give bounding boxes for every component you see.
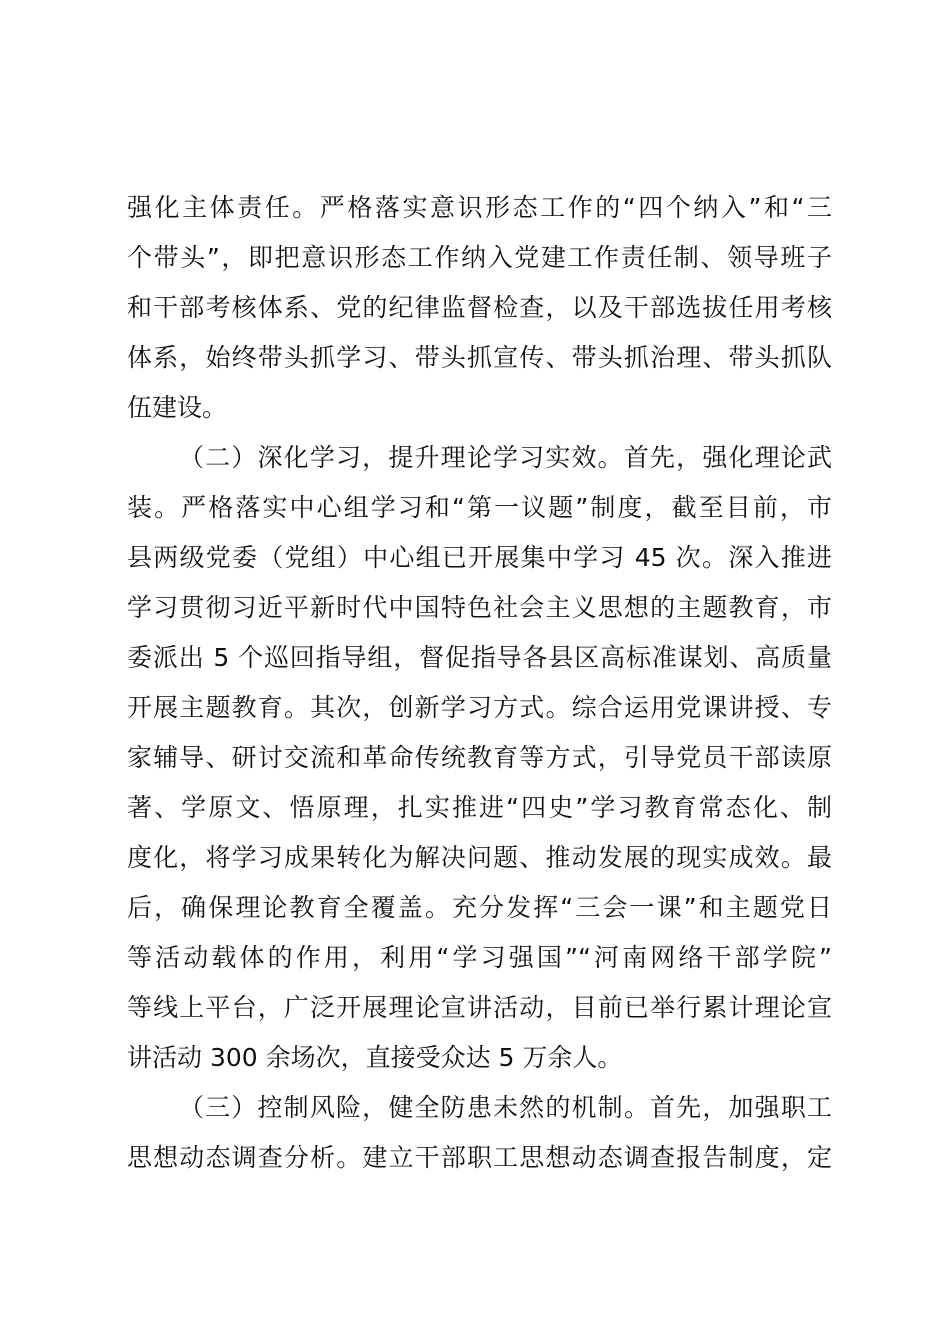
text-line: 体系，始终带头抓学习、带头抓宣传、带头抓治理、带头抓队 [127, 343, 832, 372]
text-line: 思想动态调查分析。建立干部职工思想动态调查报告制度，定 [127, 1143, 832, 1172]
text-line: 县两级党委（党组）中心组已开展集中学习 45 次。深入推进 [127, 543, 832, 572]
text-line: 等线上平台，广泛开展理论宣讲活动，目前已举行累计理论宣 [127, 993, 832, 1022]
text-line: 开展主题教育。其次，创新学习方式。综合运用党课讲授、专 [127, 693, 832, 722]
text-line: 著、学原文、悟原理，扎实推进“四史”学习教育常态化、制 [127, 793, 832, 822]
paragraph-heading-line: （二）深化学习，提升理论学习实效。首先，强化理论武 [179, 443, 832, 472]
text-line: 度化，将学习成果转化为解决问题、推动发展的现实成效。最 [127, 843, 832, 872]
text-line: 讲活动 300 余场次，直接受众达 5 万余人。 [127, 1043, 623, 1072]
text-line: 装。严格落实中心组学习和“第一议题”制度，截至目前，市 [127, 493, 832, 522]
text-line: 家辅导、研讨交流和革命传统教育等方式，引导党员干部读原 [127, 743, 832, 772]
text-line: 强化主体责任。严格落实意识形态工作的“四个纳入”和“三 [127, 193, 832, 222]
text-line: 等活动载体的作用，利用“学习强国”“河南网络干部学院” [127, 943, 832, 972]
text-line: 委派出 5 个巡回指导组，督促指导各县区高标准谋划、高质量 [127, 643, 832, 672]
text-line: 学习贯彻习近平新时代中国特色社会主义思想的主题教育，市 [127, 593, 832, 622]
text-line: 伍建设。 [127, 393, 228, 422]
text-line: 后，确保理论教育全覆盖。充分发挥“三会一课”和主题党日 [127, 893, 832, 922]
paragraph-heading-line: （三）控制风险，健全防患未然的机制。首先，加强职工 [179, 1093, 832, 1122]
text-line: 个带头”，即把意识形态工作纳入党建工作责任制、领导班子 [127, 243, 832, 272]
text-line: 和干部考核体系、党的纪律监督检查，以及干部选拔任用考核 [127, 293, 832, 322]
